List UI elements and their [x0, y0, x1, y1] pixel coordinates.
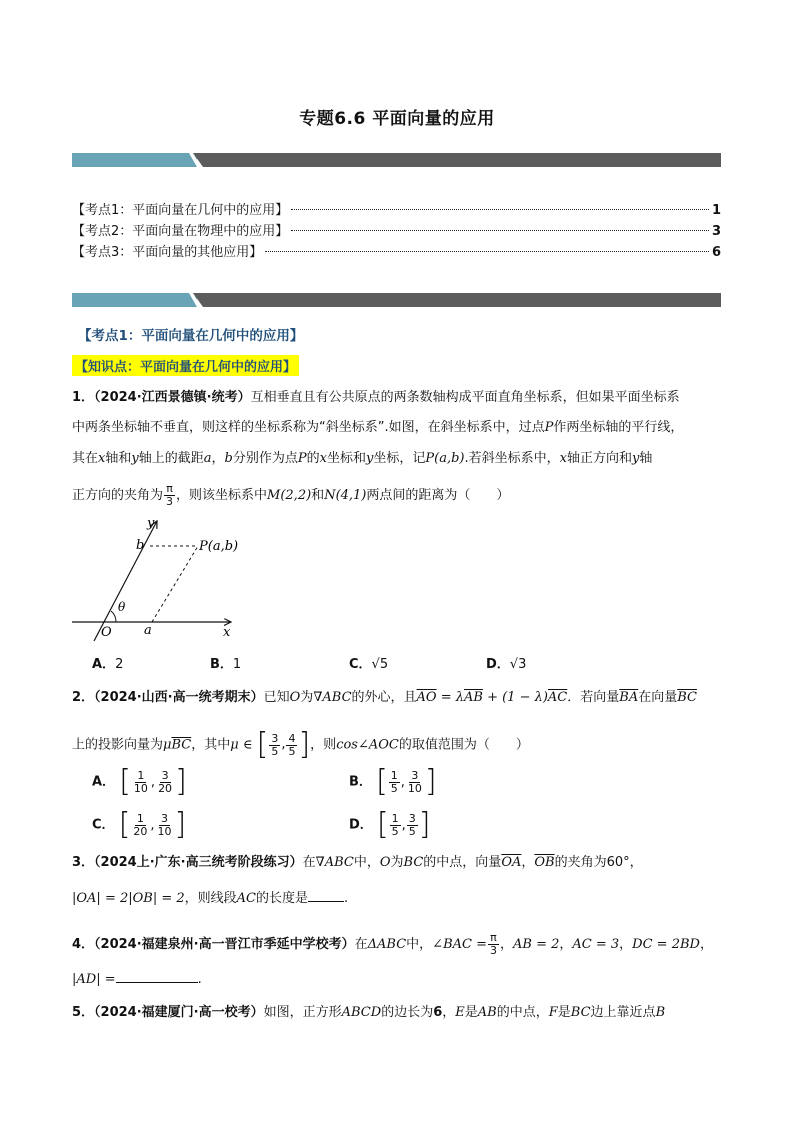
fig-label-b: b — [136, 538, 145, 553]
answer-blank[interactable] — [308, 889, 344, 902]
q1-line-4: 正方向的夹角为 $\frac{\pi}{3}$ ，则该坐标系中M(2,2)和N(4,1)两点间的距离为（ ） — [72, 482, 510, 508]
q1-option-c[interactable]: C．√5 — [349, 657, 389, 672]
q1-line-1: 1．（2024·江西景德镇·统考）互相垂直且有公共原点的两条数轴构成平面直角坐标系，但如果平面坐标系 — [72, 390, 680, 405]
q1-option-a[interactable]: A．2 — [92, 657, 124, 672]
q4-line-2: |AD| = . — [72, 972, 202, 987]
q2-line-2: 上的投影向量为$\mu\overline{BC}$，其中μ ∈ [ $\frac{3}{5}$ , $\frac{4}{5}$ ] ，则cos∠AOC的取值范围为（ ） — [72, 727, 529, 762]
toc-label: 【考点1：平面向量在几何中的应用】 — [72, 203, 289, 218]
q3-line-1: 3．（2024上·广东·高三统考阶段练习）在∇ABC中，O为BC的中点，向量$\overline{OA}$，$\overline{OB}$的夹角为60°， — [72, 855, 643, 870]
knowledge-point-highlight: 【知识点：平面向量在几何中的应用】 — [72, 355, 299, 376]
dashed-parallel-y — [152, 546, 198, 622]
q2-option-d[interactable]: D． [ $\frac{1}{5}$ , $\frac{3}{5}$ ] — [349, 807, 431, 842]
q5-line-1: 5．（2024·福建厦门·高一校考）如图，正方形ABCD的边长为6，E是AB的中点，F是BC边上靠近点B — [72, 1005, 666, 1020]
fraction: $\frac{\pi}{3}$ — [166, 482, 174, 508]
q1-line-3: 其在x轴和y轴上的截距a，b分别作为点P的x坐标和y坐标，记P(a,b).若斜坐标系中，x轴正方向和y轴 — [72, 451, 653, 466]
q3-line-2: |OA| = 2|OB| = 2，则线段AC的长度是 . — [72, 891, 349, 906]
fig-label-x: x — [223, 625, 231, 640]
fig-label-a: a — [144, 623, 152, 638]
toc-leader — [291, 230, 709, 231]
fig-label-p: P(a,b) — [199, 539, 239, 554]
oblique-coordinate-figure — [68, 515, 243, 645]
toc-entry-1[interactable] — [72, 201, 721, 221]
q2-line-1: 2．（2024·山西·高一统考期末）已知O为∇ABC的外心，且$\overline{AO} = \lambda\overline{AB} + (1 - \lambda)\overline{AC}$．若向量$\overline{BA}$在向量$\overline{BC}$ — [72, 690, 697, 705]
toc-page: 3 — [711, 224, 721, 239]
answer-blank[interactable] — [116, 970, 198, 983]
toc-page: 6 — [711, 245, 721, 260]
toc-leader — [291, 209, 709, 210]
q2-option-c[interactable]: C． [ $\frac{1}{20}$ , $\frac{3}{10}$ ] — [92, 807, 187, 842]
angle-arc — [111, 611, 116, 622]
section-heading: 【考点1：平面向量在几何中的应用】 — [78, 328, 304, 344]
toc-label: 【考点2：平面向量在物理中的应用】 — [72, 224, 289, 239]
header-band-top — [72, 153, 721, 167]
toc-leader — [265, 251, 709, 252]
fig-label-theta: θ — [118, 600, 126, 614]
toc-entry-2[interactable] — [72, 222, 721, 242]
fig-label-y: y — [147, 516, 155, 531]
q2-option-b[interactable]: B． [ $\frac{1}{5}$ , $\frac{3}{10}$ ] — [349, 764, 437, 799]
interval: [ $\frac{3}{5}$ , $\frac{4}{5}$ ] — [256, 727, 311, 762]
header-band-bottom — [72, 293, 721, 307]
q1-option-d[interactable]: D．√3 — [486, 657, 527, 672]
q1-option-b[interactable]: B．1 — [210, 657, 242, 672]
q1-line-2: 中两条坐标轴不垂直，则这样的坐标系称为“斜坐标系”.如图，在斜坐标系中，过点P作两坐标轴的平行线， — [72, 420, 684, 435]
toc-entry-3[interactable] — [72, 243, 721, 263]
fig-label-o: O — [101, 625, 112, 640]
toc-page: 1 — [711, 203, 721, 218]
q4-line-1: 4．（2024·福建泉州·高一晋江市季延中学校考）在ΔABC中，∠BAC = $\frac{\pi}{3}$ ，AB = 2，AC = 3，DC = 2BD， — [72, 931, 713, 957]
q2-option-a[interactable]: A． [ $\frac{1}{10}$ , $\frac{3}{20}$ ] — [92, 764, 187, 799]
page-title: 专题6.6 平面向量的应用 — [299, 109, 495, 129]
toc-label: 【考点3：平面向量的其他应用】 — [72, 245, 263, 260]
